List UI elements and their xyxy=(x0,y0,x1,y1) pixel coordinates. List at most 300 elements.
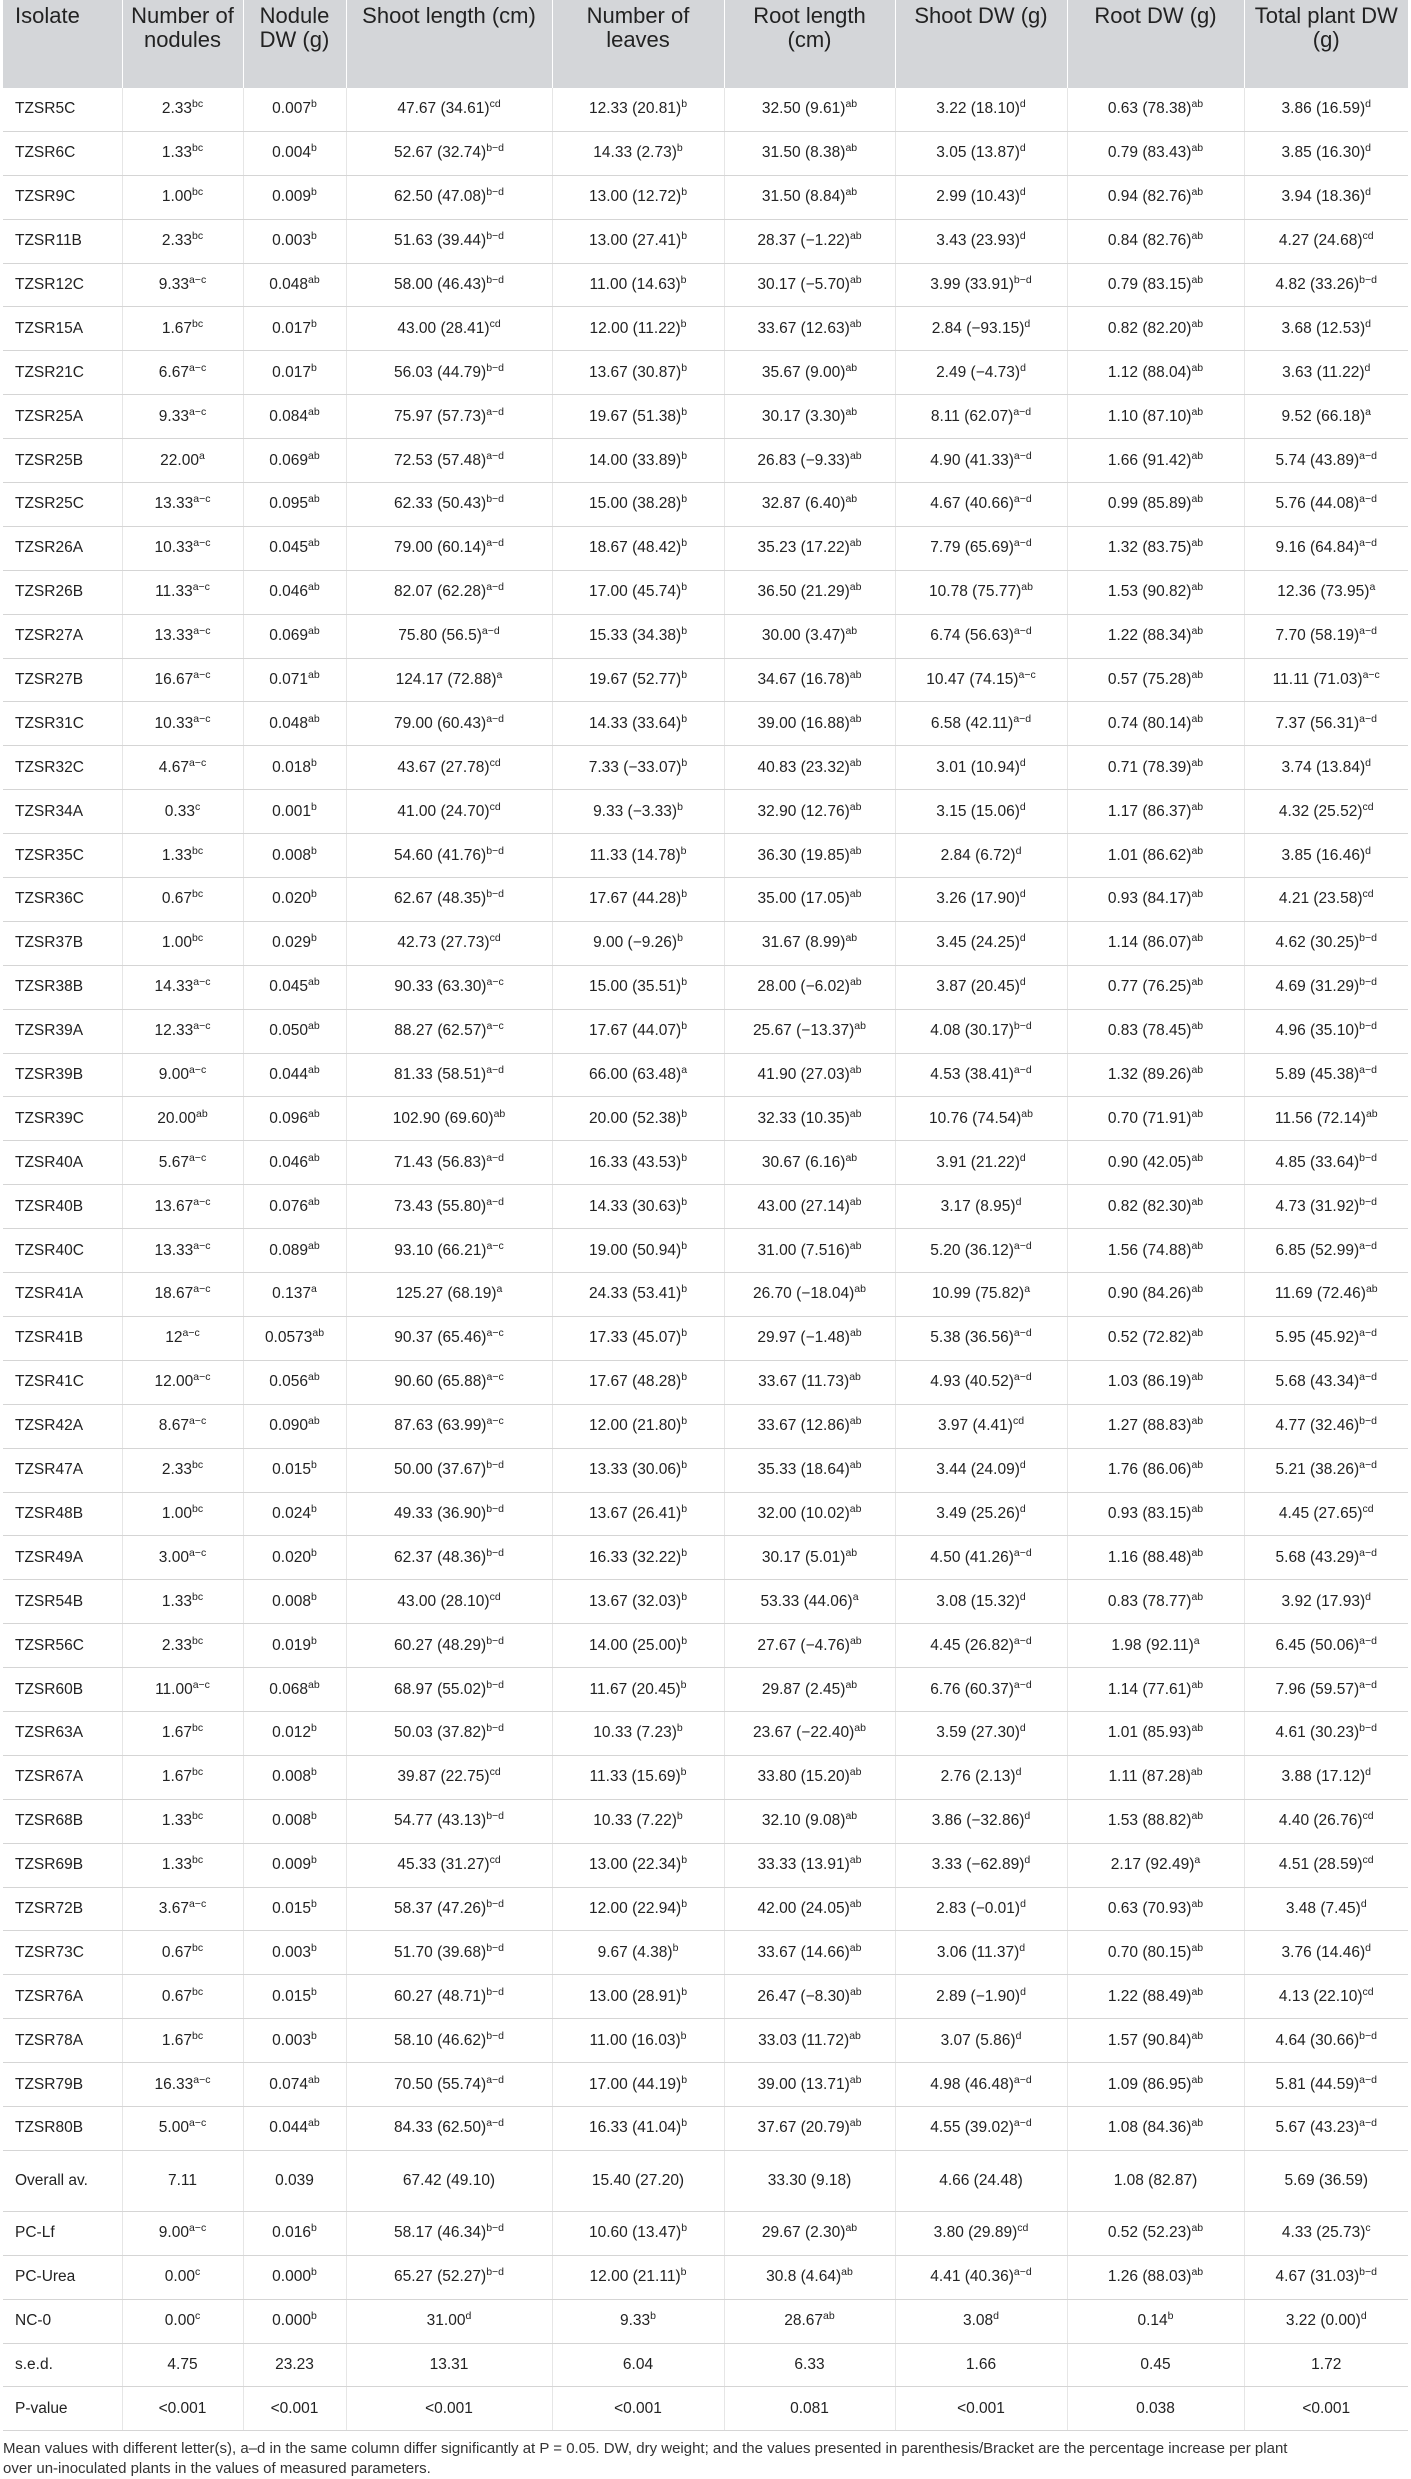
cell-value: 28.37 (−1.22) xyxy=(757,232,850,250)
significance-letters: b−d xyxy=(486,1634,505,1647)
table-row xyxy=(3,2063,1408,2107)
value-cell xyxy=(895,965,1067,1009)
significance-letters: ab xyxy=(1191,2266,1204,2279)
value-cell xyxy=(1244,921,1408,965)
value-cell xyxy=(122,1580,243,1624)
significance-letters: a−d xyxy=(1013,1634,1032,1647)
significance-letters: bc xyxy=(192,1766,204,1779)
table-row xyxy=(3,219,1408,263)
significance-letters: cd xyxy=(489,800,501,813)
value-cell xyxy=(346,834,552,878)
isolate-cell xyxy=(3,2106,122,2150)
significance-letters: b xyxy=(681,186,688,199)
value-cell xyxy=(895,2211,1067,2255)
cell-value: 41.00 (24.70) xyxy=(397,802,490,820)
value-cell xyxy=(895,1492,1067,1536)
value-cell xyxy=(724,1711,895,1755)
cell-value: 0.003 xyxy=(272,1943,311,1961)
value-cell xyxy=(1244,965,1408,1009)
cell-value: 13.31 xyxy=(429,2355,469,2373)
significance-letters: ab xyxy=(1191,1590,1204,1603)
significance-letters: a−c xyxy=(193,625,211,638)
significance-letters: a−d xyxy=(1013,1064,1032,1077)
cell-value: 51.70 (39.68) xyxy=(393,1943,487,1961)
value-cell xyxy=(895,921,1067,965)
significance-letters: a−d xyxy=(1359,1634,1377,1647)
cell-value: 1.27 (88.83) xyxy=(1107,1417,1192,1435)
value-cell xyxy=(895,2019,1067,2063)
cell-value: 24.33 (53.41) xyxy=(588,1285,682,1303)
significance-letters: cd xyxy=(489,317,501,330)
isolate-cell xyxy=(3,2019,122,2063)
significance-letters: ab xyxy=(1191,1546,1204,1559)
table-row xyxy=(3,1887,1408,1931)
cell-value: 4.90 (41.33) xyxy=(930,451,1014,469)
significance-letters: a xyxy=(198,449,205,462)
value-cell xyxy=(122,834,243,878)
significance-letters: b−d xyxy=(486,1985,505,1998)
significance-letters: bc xyxy=(192,1722,204,1735)
cell-value: 35.67 (9.00) xyxy=(761,363,846,381)
significance-letters: b xyxy=(681,98,688,111)
significance-letters: b xyxy=(310,1810,317,1823)
value-cell xyxy=(552,790,724,834)
value-cell xyxy=(895,1316,1067,1360)
value-cell xyxy=(243,1931,346,1975)
significance-letters: b xyxy=(681,1985,688,1998)
cell-value: 71.43 (56.83) xyxy=(393,1153,487,1171)
cell-value: 9.00 xyxy=(158,2224,189,2242)
significance-letters: a−c xyxy=(486,976,504,989)
cell-value: 6.85 (52.99) xyxy=(1275,1241,1360,1259)
cell-value: 68.97 (55.02) xyxy=(393,1680,487,1698)
significance-letters: a−d xyxy=(1359,1327,1377,1340)
cell-value: TZSR47A xyxy=(15,1461,84,1479)
cell-value: 0.015 xyxy=(272,1899,311,1917)
cell-value: 51.63 (39.44) xyxy=(393,232,487,250)
cell-value: 1.14 (86.07) xyxy=(1107,934,1192,952)
value-cell xyxy=(346,1185,552,1229)
cell-value: 0.044 xyxy=(269,1066,309,1084)
cell-value: 1.67 xyxy=(161,2031,193,2049)
significance-letters: d xyxy=(1365,1590,1371,1603)
significance-letters: bc xyxy=(192,1502,204,1515)
value-cell xyxy=(1067,263,1244,307)
significance-letters: cd xyxy=(489,1766,501,1779)
cell-value: 1.57 (90.84) xyxy=(1107,2031,1192,2049)
cell-value: 65.27 (52.27) xyxy=(393,2268,487,2286)
cell-value: 72.53 (57.48) xyxy=(393,451,487,469)
significance-letters: b−d xyxy=(486,230,505,243)
cell-value: 6.74 (56.63) xyxy=(930,627,1014,645)
value-cell xyxy=(552,1185,724,1229)
value-cell xyxy=(122,1316,243,1360)
cell-value: 11.00 xyxy=(155,1680,193,1698)
value-cell xyxy=(243,1536,346,1580)
significance-letters: cd xyxy=(489,98,501,111)
value-cell xyxy=(1244,1711,1408,1755)
value-cell xyxy=(552,878,724,922)
value-cell xyxy=(724,1624,895,1668)
significance-letters: d xyxy=(1019,800,1026,813)
value-cell xyxy=(724,2019,895,2063)
significance-letters: ab xyxy=(1191,405,1204,418)
value-cell xyxy=(552,746,724,790)
significance-letters: b xyxy=(676,1810,683,1823)
cell-value: 14.00 (33.89) xyxy=(588,451,682,469)
significance-letters: b xyxy=(681,493,688,506)
significance-letters: cd xyxy=(489,932,501,945)
value-cell xyxy=(552,2343,724,2387)
cell-value: 7.33 (−33.07) xyxy=(588,758,682,776)
cell-value: 28.00 (−6.02) xyxy=(757,978,850,996)
cell-value: 30.8 (4.64) xyxy=(766,2268,842,2286)
significance-letters: ab xyxy=(1191,1985,1204,1998)
cell-value: 32.10 (9.08) xyxy=(761,1812,846,1830)
significance-letters: d xyxy=(1019,932,1026,945)
cell-value: 1.53 (88.82) xyxy=(1107,1812,1192,1830)
significance-letters: ab xyxy=(1191,1107,1204,1120)
significance-letters: ab xyxy=(845,142,858,155)
cell-value: 36.30 (19.85) xyxy=(757,846,850,864)
value-cell xyxy=(1244,1185,1408,1229)
significance-letters: d xyxy=(1020,1985,1026,1998)
value-cell xyxy=(346,1141,552,1185)
significance-letters: b xyxy=(680,274,687,286)
value-cell xyxy=(724,2387,895,2431)
table-row xyxy=(3,1536,1408,1580)
cell-value: 4.50 (41.26) xyxy=(930,1548,1014,1566)
significance-letters: bc xyxy=(192,1854,204,1867)
significance-letters: a−d xyxy=(1013,712,1032,725)
significance-letters: b xyxy=(310,1941,317,1954)
value-cell xyxy=(895,1799,1067,1843)
cell-value: 13.67 (32.03) xyxy=(588,1592,682,1610)
footnote-line-2: over un-inoculated plants in the values of measured parameters. xyxy=(3,2460,431,2478)
cell-value: 5.76 (44.08) xyxy=(1275,495,1360,513)
cell-value: 30.17 (−5.70) xyxy=(757,276,850,293)
cell-value: 3.99 (33.91) xyxy=(930,276,1014,293)
cell-value: TZSR11B xyxy=(15,232,82,250)
cell-value: 16.33 (43.53) xyxy=(588,1153,682,1171)
cell-value: 12.00 (21.11) xyxy=(589,2268,681,2286)
isolate-cell xyxy=(3,1580,122,1624)
value-cell xyxy=(1244,1448,1408,1492)
value-cell xyxy=(346,1536,552,1580)
value-cell xyxy=(1244,131,1408,175)
cell-value: 10.33 (7.22) xyxy=(593,1812,677,1830)
value-cell xyxy=(552,1843,724,1887)
significance-letters: b xyxy=(681,1897,688,1910)
value-cell xyxy=(1244,1843,1408,1887)
cell-value: 4.13 (22.10) xyxy=(1278,1987,1363,2005)
value-cell xyxy=(1244,219,1408,263)
value-cell xyxy=(552,2255,724,2299)
cell-value: 6.67 xyxy=(158,363,189,381)
value-cell xyxy=(1067,1668,1244,1712)
cell-value: 0.096 xyxy=(269,1109,309,1127)
cell-value: 14.33 (30.63) xyxy=(588,1197,682,1215)
value-cell xyxy=(243,1624,346,1668)
value-cell xyxy=(1067,2255,1244,2299)
value-cell xyxy=(1067,1799,1244,1843)
cell-value: 4.98 (46.48) xyxy=(930,2075,1014,2093)
value-cell xyxy=(346,614,552,658)
significance-letters: d xyxy=(1020,1897,1026,1910)
table-row xyxy=(3,1360,1408,1404)
cell-value: 31.00 xyxy=(426,2312,466,2330)
value-cell xyxy=(122,921,243,965)
value-cell xyxy=(1244,1931,1408,1975)
significance-letters: d xyxy=(1365,142,1371,155)
value-cell xyxy=(724,1448,895,1492)
significance-letters: d xyxy=(1365,844,1371,857)
cell-value: 62.50 (47.08) xyxy=(393,188,487,206)
significance-letters: d xyxy=(1019,1502,1026,1515)
cell-value: 1.22 (88.49) xyxy=(1107,1987,1192,2005)
value-cell xyxy=(243,2211,346,2255)
value-cell xyxy=(346,1360,552,1404)
value-cell xyxy=(122,2299,243,2343)
cell-value: 1.08 (82.87) xyxy=(1113,2171,1198,2189)
value-cell xyxy=(122,1185,243,1229)
significance-letters: cd xyxy=(1362,1854,1374,1867)
cell-value: 1.01 (86.62) xyxy=(1107,846,1192,864)
significance-letters: bc xyxy=(192,932,204,945)
cell-value: 0.14 xyxy=(1137,2312,1168,2330)
significance-letters: ab xyxy=(1190,1766,1203,1779)
table-row xyxy=(3,175,1408,219)
value-cell xyxy=(552,834,724,878)
value-cell xyxy=(895,1668,1067,1712)
value-cell xyxy=(1067,2063,1244,2107)
value-cell xyxy=(895,2299,1067,2343)
cell-value: 4.96 (35.10) xyxy=(1275,1022,1360,1040)
significance-letters: c xyxy=(1365,2222,1371,2235)
cell-value: 32.50 (9.61) xyxy=(761,100,846,118)
significance-letters: a−c xyxy=(193,1195,211,1208)
cell-value: 50.00 (37.67) xyxy=(393,1461,487,1479)
value-cell xyxy=(1067,834,1244,878)
value-cell xyxy=(243,614,346,658)
value-cell xyxy=(243,2106,346,2150)
cell-value: 0.003 xyxy=(272,2031,311,2049)
value-cell xyxy=(243,1711,346,1755)
significance-letters: a−d xyxy=(486,1151,505,1164)
value-cell xyxy=(122,395,243,439)
value-cell xyxy=(346,2343,552,2387)
value-cell xyxy=(724,1360,895,1404)
cell-value: 13.33 xyxy=(154,1241,194,1259)
significance-letters: b xyxy=(681,976,688,989)
cell-value: 30.67 (6.16) xyxy=(761,1153,846,1171)
cell-value: 10.60 (13.47) xyxy=(588,2224,682,2242)
value-cell xyxy=(724,263,895,307)
cell-value: 4.69 (31.29) xyxy=(1275,978,1360,996)
significance-letters: ab xyxy=(308,1371,320,1384)
value-cell xyxy=(122,2150,243,2211)
table-row xyxy=(3,834,1408,878)
value-cell xyxy=(1244,1273,1408,1317)
cell-value: TZSR26B xyxy=(15,583,84,601)
value-cell xyxy=(1244,1009,1408,1053)
cell-value: 9.33 xyxy=(158,276,189,293)
table-row xyxy=(3,746,1408,790)
value-cell xyxy=(895,1009,1067,1053)
value-cell xyxy=(122,131,243,175)
value-cell xyxy=(346,263,552,307)
cell-value: 42.00 (24.05) xyxy=(757,1899,850,1917)
significance-letters: ab xyxy=(1191,1678,1204,1691)
value-cell xyxy=(552,131,724,175)
significance-letters: a−d xyxy=(486,2073,505,2086)
significance-letters: d xyxy=(1019,186,1026,199)
cell-value: 3.88 (17.12) xyxy=(1281,1768,1366,1786)
value-cell xyxy=(724,1755,895,1799)
value-cell xyxy=(1244,2063,1408,2107)
significance-letters: a−c xyxy=(193,1283,211,1296)
cell-value: TZSR56C xyxy=(15,1636,84,1654)
cell-value: 26.83 (−9.33) xyxy=(757,451,850,469)
significance-letters: b−d xyxy=(486,2266,505,2279)
cell-value: 8.67 xyxy=(158,1417,189,1435)
cell-value: TZSR25B xyxy=(15,451,84,469)
significance-letters: b−d xyxy=(486,1897,505,1910)
value-cell xyxy=(1244,1097,1408,1141)
value-cell xyxy=(552,1887,724,1931)
cell-value: 1.03 (86.19) xyxy=(1107,1373,1192,1391)
cell-value: 30.00 (3.47) xyxy=(761,627,846,645)
value-cell xyxy=(346,1711,552,1755)
significance-letters: ab xyxy=(1191,1459,1204,1472)
cell-value: 13.33 xyxy=(154,627,194,645)
significance-letters: b−d xyxy=(486,1459,505,1472)
significance-letters: b xyxy=(310,1546,317,1559)
cell-value: 0.076 xyxy=(269,1197,309,1215)
cell-value: 7.96 (59.57) xyxy=(1275,1680,1360,1698)
significance-letters: ab xyxy=(845,1810,858,1823)
cell-value: 5.20 (36.12) xyxy=(930,1241,1014,1259)
value-cell xyxy=(1067,2343,1244,2387)
isolate-cell xyxy=(3,834,122,878)
value-cell xyxy=(1244,1404,1408,1448)
significance-letters: a xyxy=(1194,1854,1201,1867)
value-cell xyxy=(724,878,895,922)
significance-letters: ab xyxy=(1191,669,1204,682)
significance-letters: b xyxy=(677,932,683,945)
cell-value: NC-0 xyxy=(15,2312,52,2330)
significance-letters: a−d xyxy=(1359,493,1377,506)
significance-letters: a−c xyxy=(188,405,207,418)
cell-value: 17.00 (45.74) xyxy=(588,583,682,601)
table-row xyxy=(3,1404,1408,1448)
value-cell xyxy=(1244,1799,1408,1843)
cell-value: 58.00 (46.43) xyxy=(393,276,487,293)
value-cell xyxy=(724,702,895,746)
value-cell xyxy=(552,88,724,131)
isolate-cell xyxy=(3,1492,122,1536)
value-cell xyxy=(122,1711,243,1755)
value-cell xyxy=(243,834,346,878)
value-cell xyxy=(1244,351,1408,395)
table-row xyxy=(3,131,1408,175)
value-cell xyxy=(122,1141,243,1185)
significance-letters: b xyxy=(681,1502,688,1515)
value-cell xyxy=(122,263,243,307)
value-cell xyxy=(1244,2211,1408,2255)
value-cell xyxy=(724,395,895,439)
value-cell xyxy=(1067,2299,1244,2343)
cell-value: TZSR32C xyxy=(15,758,84,776)
cell-value: 16.33 (41.04) xyxy=(588,2119,682,2137)
significance-letters: a−d xyxy=(486,581,505,594)
cell-value: 82.07 (62.28) xyxy=(393,583,487,601)
significance-letters: a−c xyxy=(193,712,211,725)
value-cell xyxy=(724,1536,895,1580)
value-cell xyxy=(895,1097,1067,1141)
significance-letters: ab xyxy=(849,1195,862,1208)
significance-letters: b−d xyxy=(1013,1020,1032,1033)
value-cell xyxy=(122,483,243,527)
cell-value: 11.11 (71.03) xyxy=(1272,671,1363,689)
table-row xyxy=(3,1580,1408,1624)
cell-value: 43.00 (28.41) xyxy=(397,319,490,337)
significance-letters: b xyxy=(681,1415,688,1428)
table-row xyxy=(3,790,1408,834)
cell-value: 2.76 (2.13) xyxy=(940,1768,1016,1786)
significance-letters: b−d xyxy=(486,274,505,286)
value-cell xyxy=(724,965,895,1009)
value-cell xyxy=(895,834,1067,878)
significance-letters: d xyxy=(1019,1590,1026,1603)
cell-value: 9.00 (−9.26) xyxy=(593,934,678,952)
significance-letters: b xyxy=(681,1590,688,1603)
table-row xyxy=(3,2211,1408,2255)
cell-value: 9.52 (66.18) xyxy=(1281,407,1366,425)
value-cell xyxy=(122,1975,243,2019)
significance-letters: ab xyxy=(845,98,858,111)
cell-value: 12.33 xyxy=(154,1022,194,1040)
cell-value: 4.53 (38.41) xyxy=(930,1066,1014,1084)
isolate-cell xyxy=(3,131,122,175)
cell-value: TZSR35C xyxy=(15,846,84,864)
value-cell xyxy=(346,1624,552,1668)
value-cell xyxy=(346,395,552,439)
cell-value: 12.33 (20.81) xyxy=(588,100,682,118)
cell-value: 12 xyxy=(165,1329,183,1347)
value-cell xyxy=(346,790,552,834)
value-cell xyxy=(346,1799,552,1843)
table-row xyxy=(3,2299,1408,2343)
cell-value: 35.33 (18.64) xyxy=(757,1461,850,1479)
value-cell xyxy=(1067,395,1244,439)
cell-value: 3.07 (5.86) xyxy=(940,2031,1016,2049)
value-cell xyxy=(243,1843,346,1887)
value-cell xyxy=(122,746,243,790)
value-cell xyxy=(552,526,724,570)
value-cell xyxy=(724,1843,895,1887)
cell-value: 11.33 xyxy=(155,583,193,601)
significance-letters: d xyxy=(1365,756,1371,769)
value-cell xyxy=(1067,1492,1244,1536)
cell-value: 5.00 xyxy=(158,2119,189,2137)
isolate-cell xyxy=(3,658,122,702)
significance-letters: b xyxy=(310,1459,317,1472)
cell-value: 33.30 (9.18) xyxy=(767,2171,852,2189)
significance-letters: b−d xyxy=(486,844,505,857)
significance-letters: bc xyxy=(192,186,204,199)
significance-letters: b−d xyxy=(486,1810,505,1823)
